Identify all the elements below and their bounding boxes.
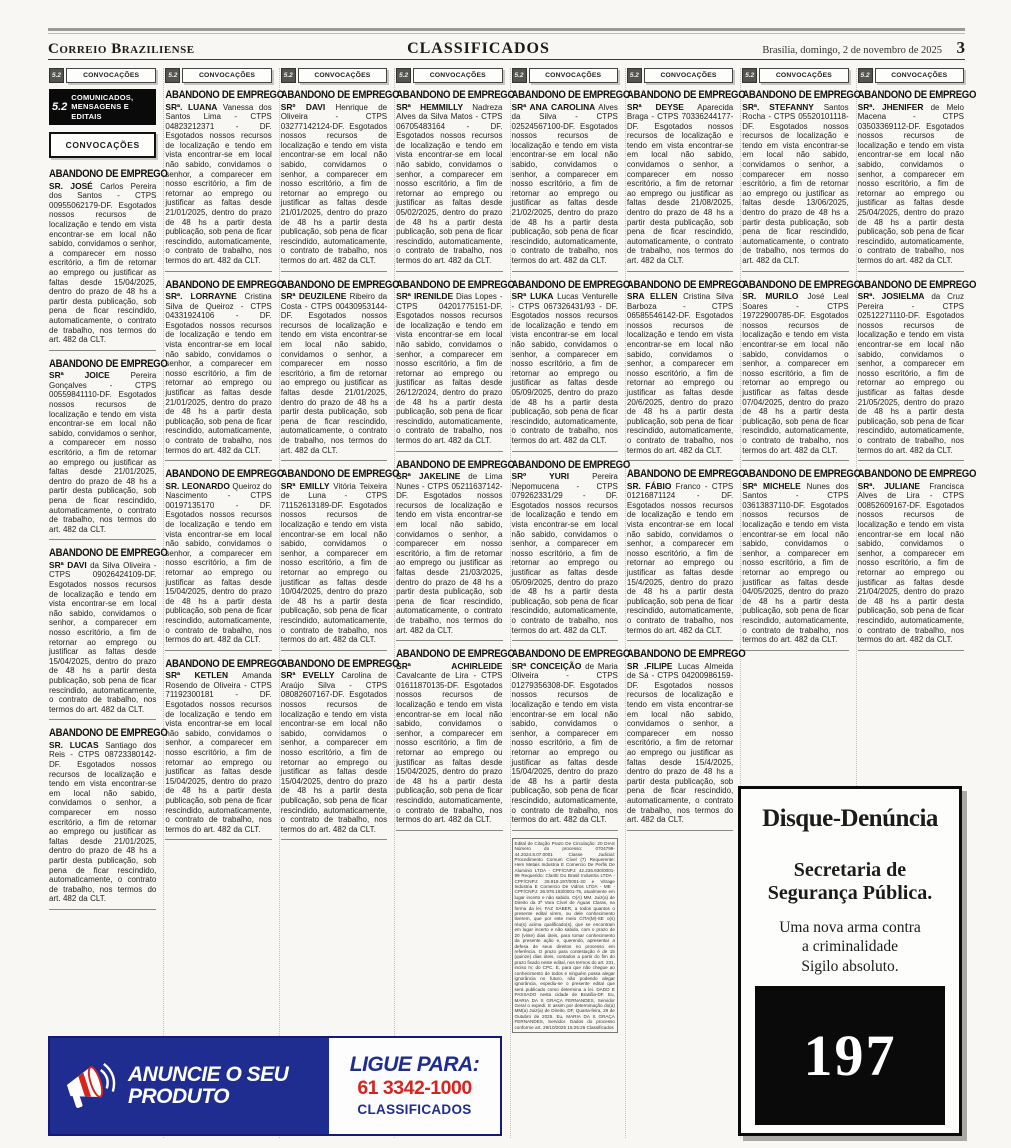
section-code: 5.2	[396, 68, 411, 83]
ad-person-name: SRª EVELLY	[280, 670, 335, 681]
section-chip	[742, 68, 848, 83]
secretaria-line1: Secretaria de	[793, 859, 907, 881]
ad-text	[512, 103, 618, 266]
ads-list	[626, 89, 746, 831]
ad-person-name: SRº DAVI	[280, 101, 326, 112]
convocacoes-box: CONVOCAÇÕES	[49, 132, 156, 158]
ad-text	[396, 662, 502, 825]
ad-text	[627, 482, 733, 636]
top-rule	[48, 28, 965, 31]
ad-body: Alves da Silva - CTPS 02524567100-DF. Esgotados nossos recursos de localização e tendo em vista encontrar-se em local não sabido, convidamos o senhor, a comparecer em nosso escritório, a fim de retornar ao emprego ou justificar as faltas desde 21/02/2025, dentro do prazo de 48 hs a partir desta publicação, sob pena de ficar rescindido, automaticamente, o contrato de trabalho, nos termos do art. 482 da CLT.	[511, 102, 618, 265]
ads-list	[280, 89, 400, 840]
section-label: CONVOCAÇÕES	[759, 68, 848, 83]
ad-person-name: SRª LUKA	[511, 291, 554, 302]
ad-title: ABANDONO DE EMPREGO	[396, 89, 515, 102]
ad-text	[165, 671, 271, 834]
ad-text	[165, 103, 271, 266]
ad-text	[49, 561, 156, 715]
classified-ad	[49, 168, 168, 351]
section-code: 5.2	[512, 68, 527, 83]
classified-ad	[396, 278, 515, 452]
ad-title: ABANDONO DE EMPREGO	[49, 727, 168, 740]
section-chip	[512, 68, 618, 83]
ad-person-name: SR. LEONARDO	[165, 480, 230, 491]
ad-person-name: SRª IRENILDE	[396, 291, 454, 302]
ad-body: Santiago dos Reis - CTPS 08723380142-DF. Esgotados nossos recursos de localização e tendo em vista encontrar-se em local não sabido, convidamos o senhor, a comparecer em nosso escritório, a fim de retornar ao emprego ou justificar as faltas desde 21/01/2025, dentro do prazo de 48 hs a partir desta publicação, sob pena de ficar rescindido, automaticamente, o contrato de trabalho, nos termos do art. 482 da CLT.	[49, 740, 157, 904]
ad-title: ABANDONO DE EMPREGO	[280, 89, 400, 102]
classified-ad	[857, 278, 977, 462]
section-chip	[396, 68, 502, 83]
ad-person-name: SR. LUCAS	[49, 739, 99, 750]
classified-ad	[626, 648, 746, 831]
ad-body: Cristina Silva Barboza - CTPS 06585546142-DF. Esgotados nossos recursos de localização e tendo em vista encontrar-se em local não sabido, convidamos o senhor, a comparecer em nosso escritório, a fim de retornar ao emprego ou justificar as faltas desde 20/6/2025, dentro do prazo de 48 hs a partir desta publicação, sob pena de ficar rescindido, automaticamente, o contrato de trabalho, nos termos do art. 482 da CLT.	[626, 292, 734, 455]
ad-text	[742, 103, 848, 266]
classified-ad	[626, 89, 746, 272]
ad-body: de Lima Nunes - CTPS 05211637142-DF. Esgotados nossos recursos de localização e tendo em vista encontrar-se em local não sabido, convidamos o senhor, a comparecer em nosso escritório, a fim de retornar ao emprego ou justificar as faltas desde 21/03/2025, dentro do prazo de 48 hs a partir desta publicação, sob pena de ficar rescindido, automaticamente, o contrato de trabalho, nos termos do art. 482 da CLT.	[396, 472, 503, 635]
classified-ad	[49, 357, 168, 541]
ad-text	[858, 292, 964, 455]
ad-body: da Cruz Pereira - CTPS 02512271110-DF. Esgotados nossos recursos de localização e tendo em vista encontrar-se em local não sabido, convidamos o senhor, a comparecer em nosso escritório, a fim de retornar ao emprego ou justificar as faltas desde 21/05/2025, dentro do prazo de 48 hs a partir desta publicação, sob pena de ficar rescindido, automaticamente, o contrato de trabalho, nos termos do art. 482 da CLT.	[857, 292, 964, 455]
ad-body: Lucas Venturelle - CTPS 067326431/93 - DF. Esgotados nossos recursos de localização e tendo em vista encontrar-se em local não sabido, convidamos o senhor, a comparecer em nosso escritório, a fim de retornar ao emprego ou justificar as faltas desde 05/09/2025, dentro do prazo de 48 hs a partir desta publicação, sob pena de ficar rescindido, automaticamente, o contrato de trabalho, nos termos do art. 482 da CLT.	[511, 292, 618, 445]
ad-body: Lucas Almeida de Sá - CTPS 04200986159-DF. Esgotados nossos recursos de localização e tendo em vista encontrar-se em local não sabido, convidamos o senhor, a comparecer em nosso escritório, a fim de retornar ao emprego ou justificar as faltas desde 15/4/2025, dentro do prazo de 48 hs a partir desta publicação, sob pena de ficar rescindido, automaticamente, o contrato de trabalho, nos termos do art. 482 da CLT.	[626, 661, 734, 825]
classified-ad	[165, 468, 284, 651]
ad-text	[627, 103, 733, 266]
ad-title: ABANDONO DE EMPREGO	[49, 547, 168, 560]
classified-ad	[280, 657, 400, 841]
classified-ad	[857, 89, 977, 272]
anuncie-headline: ANUNCIE O SEU PRODUTO	[128, 1062, 289, 1108]
ad-text	[281, 292, 387, 455]
section-chip	[165, 68, 271, 83]
section-code: 5.2	[627, 68, 642, 83]
top-rule-thin	[48, 33, 965, 34]
ad-person-name: SRª. LORRAYNE	[165, 291, 237, 302]
ad-title: ABANDONO DE EMPREGO	[857, 468, 977, 481]
classified-ad	[511, 278, 630, 452]
section-chip	[49, 68, 156, 83]
ad-body: Pereira Nepomucena - CTPS 079262331/29 - DF. Esgotados nossos recursos de localização e tendo em vista encontrar-se em local não sabido, convidamos o senhor, a comparecer em nosso escritório, a fim de retornar ao emprego ou justificar as faltas desde 05/09/2025, dentro do prazo de 48 hs a partir desta publicação, sob pena de ficar rescindido, automaticamente, o contrato de trabalho, nos termos do art. 482 da CLT.	[511, 472, 618, 635]
ad-title: ABANDONO DE EMPREGO	[396, 458, 515, 472]
ad-text	[858, 482, 964, 645]
ad-body: Nunes dos Santos - CTPS 03613837110-DF. Esgotados nossos recursos de localização e tendo em vista encontrar-se em local não sabido, convidamos o senhor, a comparecer em nosso escritório, a fim de retornar ao emprego ou justificar as faltas desde 04/05/2025, dentro do prazo de 48 hs a partir desta publicação, sob pena de ficar rescindido, automaticamente, o contrato de trabalho, nos termos do art. 482 da CLT.	[742, 481, 849, 645]
section-code: 5.2	[858, 68, 873, 83]
classified-ad	[511, 89, 630, 272]
ad-title: ABANDONO DE EMPREGO	[626, 89, 746, 102]
ad-text	[396, 472, 502, 635]
classified-ad	[165, 89, 284, 272]
ad-body: Nadreza Alves da Silva Matos - CTPS 06705483164 - DF. Esgotados nossos recursos de localização e tendo em vista encontrar-se em local não sabido, convidamos o senhor, a comparecer em nosso escritório, a fim de retornar ao emprego ou justificar as faltas desde 05/02/2025, dentro do prazo de 48 hs a partir desta publicação, sob pena de ficar rescindido, automaticamente, o contrato de trabalho, nos termos do art. 482 da CLT.	[396, 102, 503, 265]
ad-person-name: SRA ELLEN	[626, 291, 678, 302]
dateline-wrap	[762, 38, 965, 58]
ad-text	[49, 741, 156, 904]
ad-text	[627, 292, 733, 455]
column-4	[394, 68, 515, 1138]
ad-title: ABANDONO DE EMPREGO	[742, 468, 861, 481]
ad-body: Cristina Silva de Queiroz - CTPS 04331924106 - DF. Esgotados nossos recursos de localização e tendo em vista encontrar-se em local não sabido, convidamos o senhor, a comparecer em nosso escritório, a fim de retornar ao emprego ou justificar as faltas desde 21/01/2025, dentro do prazo de 48 hs a partir desta publicação, sob pena de ficar rescindido, automaticamente, o contrato de trabalho, nos termos do art. 482 da CLT.	[165, 292, 272, 455]
ad-person-name: SRª. STEFANNY	[742, 101, 814, 112]
ad-title: ABANDONO DE EMPREGO	[280, 278, 400, 292]
anuncie-advert	[48, 1036, 502, 1136]
ad-text	[281, 103, 387, 266]
section-label: CONVOCAÇÕES	[875, 68, 964, 83]
ad-title: ABANDONO DE EMPREGO	[396, 278, 515, 292]
ad-body: Carlos Pereira dos Santos - CTPS 00955062179-DF. Esgotados nossos recursos de localização e tendo em vista encontrar-se em local não sabido, convidamos o senhor, a comparecer em nosso escritório, a fim de retornar ao emprego ou justificar as faltas desde 15/04/2025, dentro do prazo de 48 hs a partir desta publicação, sob pena de ficar rescindido, automaticamente, o contrato de trabalho, nos termos do art. 482 da CLT.	[49, 181, 157, 345]
anuncie-right-panel	[329, 1038, 500, 1134]
slogan-line2: a criminalidade	[802, 937, 898, 955]
classificados-brand: CLASSIFICADOS	[357, 1102, 472, 1118]
ad-body: Pereira Gonçalves - CTPS 00559841110-DF. Esgotados nossos recursos de localização e tendo em vista encontrar-se em local não sabido, convidamos o senhor, a comparecer em nosso escritório, a fim de retornar ao emprego ou justificar as faltas desde 21/01/2025, dentro do prazo de 48 hs a partir desta publicação, sob pena de ficar rescindido, automaticamente, o contrato de trabalho, nos termos do art. 482 da CLT.	[49, 371, 157, 534]
ad-person-name: SRª MICHELE	[742, 480, 801, 491]
ad-title: ABANDONO DE EMPREGO	[165, 468, 284, 481]
dateline: Brasília, domingo, 2 de novembro de 2025	[762, 45, 943, 56]
ad-title: ABANDONO DE EMPREGO	[49, 357, 168, 371]
ad-text	[512, 662, 618, 825]
ligue-para-label: LIGUE PARA:	[349, 1052, 480, 1076]
classified-ad	[511, 648, 630, 831]
ad-body: Amanda Rosendo de Oliveira - CTPS 71192300181 - DF. Esgotados nossos recursos de localização e tendo em vista encontrar-se em local não sabido, convidamos o senhor, a comparecer em nosso escritório, a fim de retornar ao emprego ou justificar as faltas desde 15/04/2025, dentro do prazo de 48 hs a partir desta publicação, sob pena de ficar rescindido, automaticamente, o contrato de trabalho, nos termos do art. 482 da CLT.	[165, 671, 272, 834]
classified-ad	[396, 648, 515, 831]
ad-body: Carolina de Araújo Silva - CTPS 08082607167-DF. Esgotados nossos recursos de localização e tendo em vista encontrar-se em local não sabido, convidamos o senhor, a comparecer em nosso escritório, a fim de retornar ao emprego ou justificar as faltas desde 15/04/2025, dentro do prazo de 48 hs a partir desta publicação, sob pena de ficar rescindido, automaticamente, o contrato de trabalho, nos termos do art. 482 da CLT.	[280, 671, 388, 834]
classified-ad	[396, 458, 515, 642]
banner-label: COMUNICADOS, MENSAGENS E EDITAIS	[71, 93, 134, 121]
classified-ad	[396, 89, 515, 272]
column-6	[625, 68, 746, 1138]
section-code: 5.2	[165, 68, 180, 83]
ad-text	[742, 292, 848, 455]
ad-body: Santos Rocha - CTPS 05520101118-DF. Esgotados nossos recursos de localização e tendo em vista encontrar-se em local não sabido, convidamos o senhor, a comparecer em nosso escritório, a fim de retornar ao emprego ou justificar as faltas desde 13/06/2025, dentro do prazo de 48 hs a partir desta publicação, sob pena de ficar rescindido, automaticamente, o contrato de trabalho, nos termos do art. 482 da CLT.	[742, 102, 849, 265]
ad-text	[281, 482, 387, 645]
secretaria-label	[768, 859, 932, 905]
ad-text	[512, 472, 618, 635]
ad-person-name: SRª. LUANA	[165, 101, 218, 112]
classified-ad	[626, 468, 746, 641]
ad-text	[627, 662, 733, 825]
ad-title: ABANDONO DE EMPREGO	[49, 168, 168, 181]
ad-title: ABANDONO DE EMPREGO	[626, 648, 746, 661]
section-label: CONVOCAÇÕES	[182, 68, 271, 83]
ad-body: de Melo Macena - CTPS 03503369112-DF. Esgotados nossos recursos de localização e tendo em vista encontrar-se em local não sabido, convidamos o senhor, a comparecer em nosso escritório, a fim de retornar ao emprego ou justificar as faltas desde 25/04/2025, dentro do prazo de 48 hs a partir desta publicação, sob pena de ficar rescindido, automaticamente, o contrato de trabalho, nos termos do art. 482 da CLT.	[857, 102, 964, 265]
ad-title: ABANDONO DE EMPREGO	[857, 89, 977, 102]
ad-person-name: SRª JAKELINE	[396, 471, 461, 482]
ad-person-name: SR. JOSÉ	[49, 180, 93, 191]
ad-person-name: SR. FÁBIO	[626, 480, 672, 491]
ad-person-name: SRª. JHENIFER	[857, 101, 924, 112]
ad-body: Vitória Teixeira de Luna - CTPS 71152613189-DF. Esgotados nossos recursos de localização e tendo em vista encontrar-se em local não sabido, convidamos o senhor, a comparecer em nosso escritório, a fim de retornar ao emprego ou justificar as faltas desde 10/04/2025, dentro do prazo de 48 hs a partir desta publicação, sob pena de ficar rescindido, automaticamente, o contrato de trabalho, nos termos do art. 482 da CLT.	[280, 481, 388, 645]
ad-text	[49, 182, 156, 345]
banner-code: 5.2	[52, 101, 68, 114]
section-chip	[858, 68, 964, 83]
disque-slogan	[779, 919, 921, 956]
classified-ad	[511, 458, 630, 642]
ad-person-name: SRº YURI	[511, 471, 570, 482]
section-chip	[281, 68, 387, 83]
section-chip	[627, 68, 733, 83]
ad-person-name: SRª KETLEN	[165, 670, 229, 681]
comunicados-banner	[49, 89, 156, 125]
ad-person-name: SRª DEUZILENE	[280, 291, 347, 302]
ad-title: ABANDONO DE EMPREGO	[626, 468, 746, 481]
ad-person-name: SR .FILIPE	[626, 660, 673, 671]
ad-person-name: SR. MURILO	[742, 291, 799, 302]
column-3	[279, 68, 400, 1138]
classified-ad	[280, 89, 400, 272]
ad-body: Vanessa dos Santos Lima - CTPS 04823212371 - DF. Esgotados nossos recursos de localização e tendo em vista encontrar-se em local não sabido, convidamos o senhor, a comparecer em nosso escritório, a fim de retornar ao emprego ou justificar as faltas desde 21/01/2025, dentro do prazo de 48 hs a partir desta publicação, sob pena de ficar rescindido, automaticamente, o contrato de trabalho, nos termos do art. 482 da CLT.	[165, 102, 272, 265]
column-5	[510, 68, 630, 1138]
classified-ad	[280, 468, 400, 651]
ad-person-name: SRª JOICE	[49, 370, 110, 381]
classified-ad	[49, 727, 168, 910]
classified-ad	[165, 657, 284, 841]
megaphone-icon	[58, 1053, 120, 1120]
sigilo-label: Sigilo absoluto.	[801, 958, 899, 976]
section-name: CLASSIFICADOS	[407, 40, 550, 57]
ads-list	[511, 89, 630, 831]
ad-title: ABANDONO DE EMPREGO	[511, 458, 630, 472]
ads-list	[396, 89, 515, 831]
section-code: 5.2	[49, 68, 64, 83]
anuncie-left-panel	[50, 1038, 329, 1134]
classified-ad	[280, 278, 400, 462]
ad-body: Cavalcante de Lira - CTPS 01611870135-DF. Esgotados nossos recursos de localização e tendo em vista encontrar-se em local não sabido, convidamos o senhor, a comparecer em nosso escritório, a fim de retornar ao emprego ou justificar as faltas desde 15/04/2025, dentro do prazo de 48 hs a partir desta publicação, sob pena de ficar rescindido, automaticamente, o contrato de trabalho, nos termos do art. 482 da CLT.	[396, 671, 503, 825]
masthead	[48, 38, 965, 60]
ad-text	[165, 292, 271, 455]
section-code: 5.2	[281, 68, 296, 83]
ad-text	[512, 292, 618, 446]
classified-ad	[49, 547, 168, 720]
ad-text	[396, 292, 502, 446]
ad-text	[281, 671, 387, 834]
ad-title: ABANDONO DE EMPREGO	[742, 278, 861, 292]
disque-denuncia-advert	[738, 786, 962, 1136]
classified-ad	[165, 278, 284, 462]
classified-ad	[742, 278, 861, 462]
ad-person-name: SRª HEMMILLY	[396, 101, 464, 112]
ad-body: Aparecida Braga - CTPS 70336244177-DF. Esgotados nossos recursos de localização e tendo em vista encontrar-se em local não sabido, convidamos o senhor, a comparecer em nosso escritório, a fim de retornar ao emprego ou justificar as faltas desde 21/08/2025, dentro do prazo de 48 hs a partir desta publicação, sob pena de ficar rescindido, automaticamente, o contrato de trabalho, nos termos do art. 482 da CLT.	[626, 102, 734, 265]
classified-ad	[742, 89, 861, 272]
ad-person-name: SRª ANA CAROLINA	[511, 101, 596, 112]
column-2	[163, 68, 284, 1138]
classified-ad	[742, 468, 861, 651]
section-code: 5.2	[742, 68, 757, 83]
section-label: CONVOCAÇÕES	[644, 68, 733, 83]
ad-body: Queiroz do Nascimento - CTPS 00197135170 - DF. Esgotados nossos recursos de localização e tendo em vista encontrar-se em local não sabido, convidamos o senhor, a comparecer em nosso escritório, a fim de retornar ao emprego ou justificar as faltas desde 15/04/2025, dentro do prazo de 48 hs a partir desta publicação, sob pena de ficar rescindido, automaticamente, o contrato de trabalho, nos termos do art. 482 da CLT.	[165, 481, 272, 645]
classified-ad	[857, 468, 977, 651]
ad-body: José Leal Soares - CTPS 19722900785-DF. Esgotados nossos recursos de localização e tendo em vista encontrar-se em local não sabido, convidamos o senhor, a comparecer em nosso escritório, a fim de retornar ao emprego ou justificar as faltas desde 07/04/2025, dentro do prazo de 48 hs a partir desta publicação, sob pena de ficar rescindido, automaticamente, o contrato de trabalho, nos termos do art. 482 da CLT.	[742, 292, 849, 455]
ad-body: Ribeiro da Costa - CTPS 00430953144-DF. Esgotados nossos recursos de localização e tendo em vista encontrar-se em local não sabido, convidamos o senhor, a comparecer em nosso escritório, a fim de retornar ao emprego ou justificar as faltas desde 21/01/2025, dentro do prazo de 48 hs a partir desta publicação, sob pena de ficar rescindido, automaticamente, o contrato de trabalho, nos termos do art. 482 da CLT.	[280, 292, 388, 455]
ad-person-name: SRª. JULIANE	[857, 480, 920, 491]
ad-person-name: SRª EMILLY	[280, 480, 330, 491]
ad-title: ABANDONO DE EMPREGO	[396, 648, 515, 661]
ad-title: ABANDONO DE EMPREGO	[742, 89, 861, 102]
ad-person-name: SRª DAVI	[49, 559, 87, 570]
edital-citacao: Edital de Citação Prazo De Circulação: 20 DIAS Número do processo: 0704799-44.2024.8.07.0001 Classe Judicial: Procedimento Comum Cível (7) Requerente: Hers Metais Industria E Comercio De Perfis De Aluminio LTDA - CPF/CNPJ: 42.236.930/0001-99 Requerido: Claritti Do Brasil Industria LTDA - CPF/CNPJ: 28.919.197/0001-20 e Vitrage Industria E Comercio De Vidros LTDA - ME - CPF/CNPJ: 26.978.183/0001-75, atualmente em lugar incerto e não sabido. O(A) MM. Juiz(a) de Direito da 3ª Vara Cível de Águas Claras, na forma da lei, FAZ SABER, a todos quantos o presente edital virem, ou dele conhecimento tiverem, que por este meio CITA(M)-SE o(s) réu(s) acima qualificado(s), que se encontram em lugar incerto e não sabido, com o prazo de 20 (vinte) dias úteis, para tomar conhecimento da presente ação e, querendo, apresentar a defesa de seus direitos no processo em referência. O prazo para contestação é de 15 (quinze) dias úteis, contados a partir do fim do prazo fixado neste edital, nos termos do art. 231, inciso IV, do CPC. E, para que não chegue ao conhecimento de todos e ninguém possa alegar ignorância no futuro, não podendo alegar ignorância, expediu-se o presente edital que será publicado como determina a lei. DADO E PASSADO nesta cidade de Brasília-DF. Eu, MARIA DA S GRAÇA FERNANDES, Servidor Geral o expedi. E assim por determinação do(a) MM(a) Juiz(a) de Direito. DF, Quarta-feira, 29 de Outubro de 2025. Eu, MARIA DA S GRAÇA FERNANDES, Servidor. Dados do processo conforme art. 29/10/2025 15:25:26 Classificados	[512, 838, 618, 1033]
ad-text	[165, 482, 271, 645]
section-label: CONVOCAÇÕES	[66, 68, 156, 83]
ad-body: Henrique de Oliveira - CTPS 03277142124-DF. Esgotados nossos recursos de localização e tendo em vista encontrar-se em local não sabido, convidamos o senhor, a comparecer em nosso escritório, a fim de retornar ao emprego ou justificar as faltas desde 21/01/2025, dentro do prazo de 48 hs a partir desta publicação, sob pena de ficar rescindido, automaticamente, o contrato de trabalho, nos termos do art. 482 da CLT.	[280, 102, 388, 265]
ad-title: ABANDONO DE EMPREGO	[511, 89, 630, 102]
ad-title: ABANDONO DE EMPREGO	[165, 657, 284, 671]
section-label: CONVOCAÇÕES	[529, 68, 618, 83]
disque-title: Disque-Denúncia	[762, 805, 938, 832]
ad-person-name: SRª CONCEIÇÃO	[511, 660, 582, 671]
section-label: CONVOCAÇÕES	[413, 68, 502, 83]
section-label: CONVOCAÇÕES	[298, 68, 387, 83]
ad-body: Dias Lopes - CTPS 04201775151-DF. Esgotados nossos recursos de localização e tendo em vista encontrar-se em local não sabido, convidamos o senhor, a comparecer em nosso escritório, a fim de retornar ao emprego ou justificar as faltas desde 26/12/2024, dentro do prazo de 48 hs a partir desta publicação, sob pena de ficar rescindido, automaticamente, o contrato de trabalho, nos termos do art. 482 da CLT.	[396, 292, 503, 445]
ad-body: Francisca Alves de Lira - CTPS 00852609167-DF. Esgotados nossos recursos de localização e tendo em vista encontrar-se em local não sabido, convidamos o senhor, a comparecer em nosso escritório, a fim de retornar ao emprego ou justificar as faltas desde 21/04/2025, dentro do prazo de 48 hs a partir desta publicação, sob pena de ficar rescindido, automaticamente, o contrato de trabalho, nos termos do art. 482 da CLT.	[857, 481, 964, 645]
page-number: 3	[956, 38, 965, 57]
phone-number: 61 3342-1000	[357, 1077, 472, 1100]
emergency-number: 197	[755, 986, 945, 1125]
ad-title: ABANDONO DE EMPREGO	[511, 648, 630, 661]
ad-person-name: SRª. JOSIELMA	[857, 291, 925, 302]
slogan-line1: Uma nova arma contra	[779, 919, 921, 936]
ad-title: ABANDONO DE EMPREGO	[511, 278, 630, 292]
ads-list	[857, 89, 977, 651]
ad-person-name: SRª ACHIRLEIDE	[396, 660, 503, 671]
ad-title: ABANDONO DE EMPREGO	[857, 278, 977, 292]
ads-list	[165, 89, 284, 840]
ad-text	[858, 103, 964, 266]
ads-list	[49, 168, 168, 910]
ad-title: ABANDONO DE EMPREGO	[165, 89, 284, 102]
ads-list	[742, 89, 861, 651]
ad-text	[742, 482, 848, 645]
ad-title: ABANDONO DE EMPREGO	[626, 278, 746, 292]
ad-body: da Silva Oliveira - CTPS 09026424109-DF. Esgotados nossos recursos de localização e tendo em vista encontrar-se em local não sabido, convidamos o senhor, a comparecer em nosso escritório, a fim de retornar ao emprego ou justificar as faltas desde 15/04/2025, dentro do prazo de 48 hs a partir desta publicação, sob pena de ficar rescindido, automaticamente, o contrato de trabalho, nos termos do art. 482 da CLT.	[49, 560, 157, 714]
ad-text	[396, 103, 502, 266]
ad-text	[49, 371, 156, 534]
ad-person-name: SRª DEYSE	[626, 101, 684, 112]
secretaria-line2: Segurança Pública.	[767, 882, 933, 904]
ad-body: Franco - CTPS 01216871124 - DF. Esgotados nossos recursos de localização e tendo em vista encontrar-se em local não sabido, convidamos o senhor, a comparecer em nosso escritório, a fim de retornar ao emprego ou justificar as faltas desde 15/4/2025, dentro do prazo de 48 hs a partir desta publicação, sob pena de ficar rescindido, automaticamente, o contrato de trabalho, nos termos do art. 482 da CLT.	[626, 481, 734, 635]
ad-body: de Maria Oliveira - CTPS 01279356308-DF. Esgotados nossos recursos de localização e tendo em vista encontrar-se em local não sabido, convidamos o senhor, a comparecer em nosso escritório, a fim de retornar ao emprego ou justificar as faltas desde 15/04/2025, dentro do prazo de 48 hs a partir desta publicação, sob pena de ficar rescindido, automaticamente, o contrato de trabalho, nos termos do art. 482 da CLT.	[511, 661, 618, 825]
paper-name: Correio Braziliense	[48, 41, 195, 57]
classified-ad	[626, 278, 746, 462]
column-1	[48, 68, 168, 1138]
ad-title: ABANDONO DE EMPREGO	[165, 278, 284, 292]
ad-title: ABANDONO DE EMPREGO	[280, 657, 400, 671]
ad-title: ABANDONO DE EMPREGO	[280, 468, 400, 481]
